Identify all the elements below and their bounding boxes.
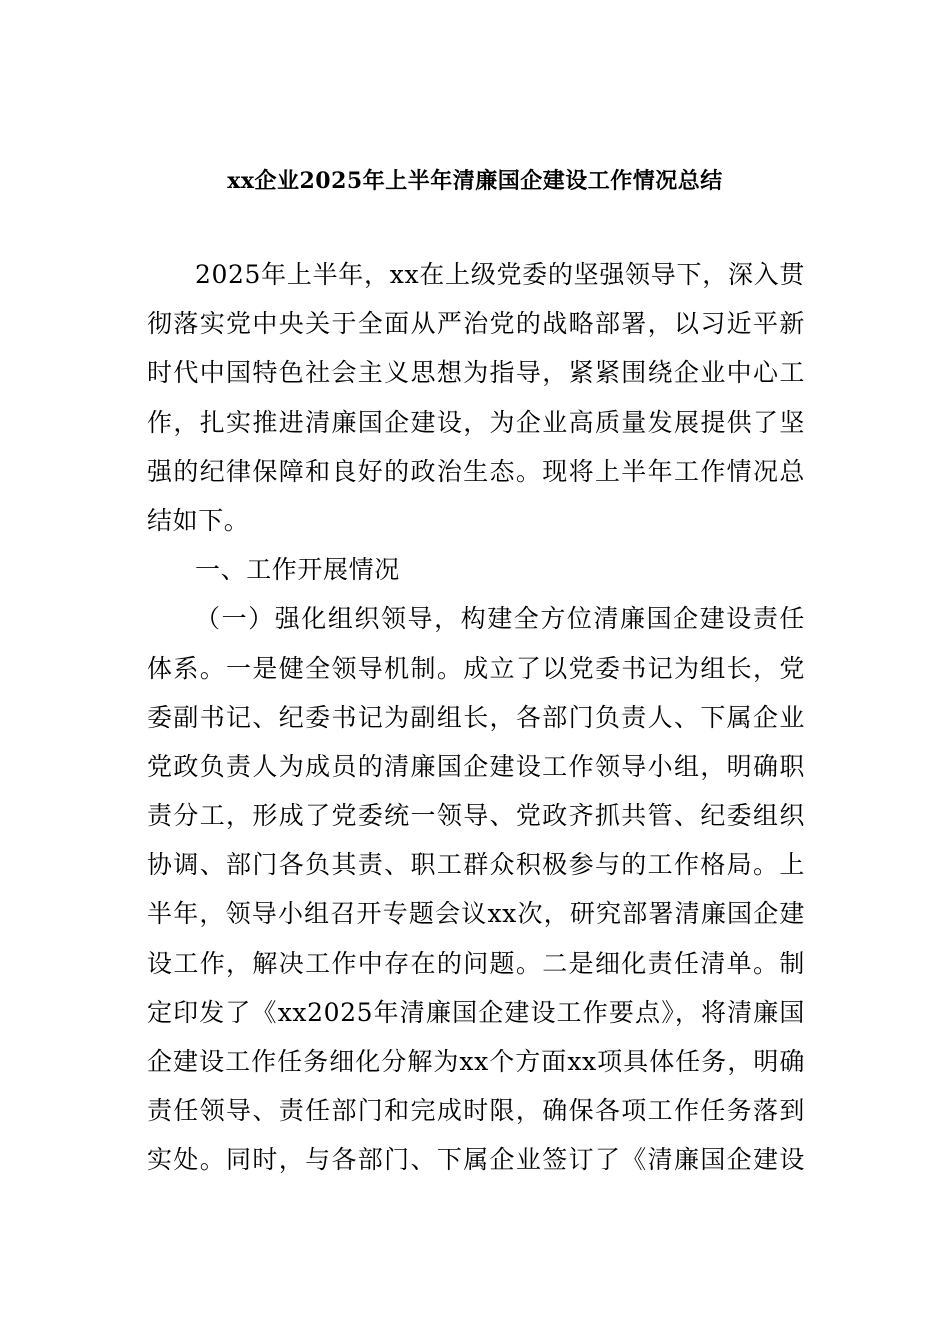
paragraph-intro-line-3: 时代中国特色社会主义思想为指导，紧紧围绕企业中心工 bbox=[147, 358, 805, 388]
paragraph-intro-line-5: 强的纪律保障和良好的政治生态。现将上半年工作情况总 bbox=[147, 456, 805, 486]
paragraph-section1-line-10: 企建设工作任务细化分解为xx个方面xx项具体任务，明确 bbox=[147, 1047, 805, 1076]
paragraph-intro-line-6: 结如下。 bbox=[147, 505, 250, 535]
paragraph-section1-line-8: 设工作，解决工作中存在的问题。二是细化责任清单。制 bbox=[147, 948, 805, 978]
paragraph-section1-line-4: 党政负责人为成员的清廉国企建设工作领导小组，明确职 bbox=[147, 751, 805, 781]
section-heading-1: 一、工作开展情况 bbox=[195, 555, 400, 585]
paragraph-section1-line-6: 协调、部门各负其责、职工群众积极参与的工作格局。上 bbox=[147, 850, 805, 880]
paragraph-section1-line-11: 责任领导、责任部门和完成时限，确保各项工作任务落到 bbox=[147, 1096, 805, 1126]
paragraph-section1-line-3: 委副书记、纪委书记为副组长，各部门负责人、下属企业 bbox=[147, 702, 805, 732]
paragraph-intro-line-4: 作，扎实推进清廉国企建设，为企业高质量发展提供了坚 bbox=[147, 407, 805, 437]
paragraph-section1-line-7: 半年，领导小组召开专题会议xx次，研究部署清廉国企建 bbox=[147, 899, 805, 929]
document-title: xx企业2025年上半年清廉国企建设工作情况总结 bbox=[227, 168, 723, 194]
paragraph-section1-line-5: 责分工，形成了党委统一领导、党政齐抓共管、纪委组织 bbox=[147, 801, 805, 831]
paragraph-section1-line-12: 实处。同时，与各部门、下属企业签订了《清廉国企建设 bbox=[147, 1145, 805, 1175]
document-body bbox=[147, 250, 805, 1185]
paragraph-intro-line-1: 2025年上半年，xx在上级党委的坚强领导下，深入贯 bbox=[195, 260, 805, 289]
paragraph-section1-line-1: （一）强化组织领导，构建全方位清廉国企建设责任 bbox=[195, 604, 805, 634]
paragraph-intro-line-2: 彻落实党中央关于全面从严治党的战略部署，以习近平新 bbox=[147, 309, 805, 339]
paragraph-section1-line-2: 体系。一是健全领导机制。成立了以党委书记为组长，党 bbox=[147, 653, 805, 683]
paragraph-section1-line-9: 定印发了《xx2025年清廉国企建设工作要点》，将清廉国 bbox=[147, 997, 805, 1027]
